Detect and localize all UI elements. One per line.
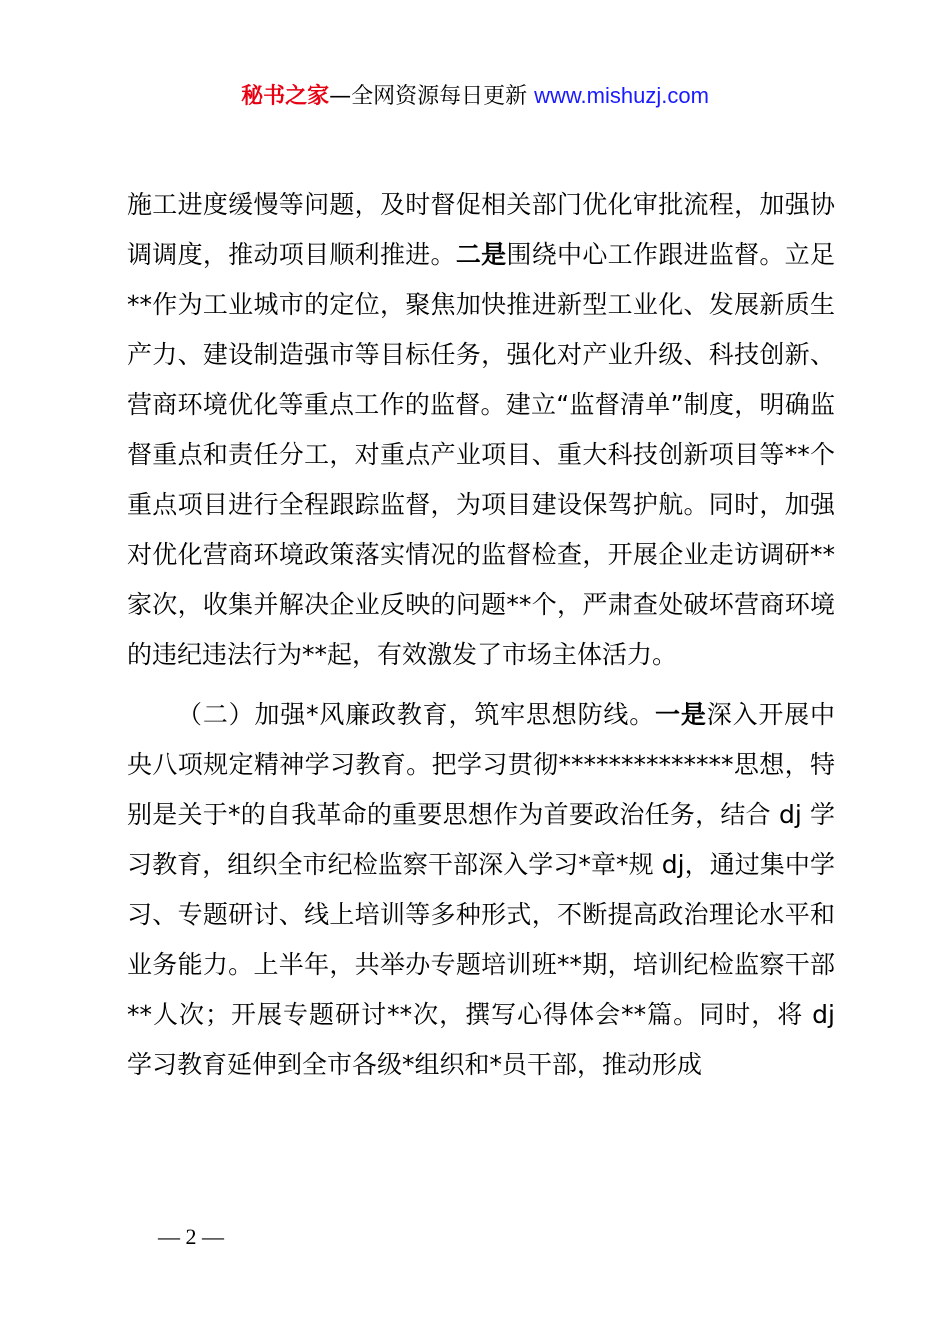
banner-url-link[interactable]: www.mishuzj.com — [534, 83, 709, 108]
banner-tagline: —全网资源每日更新 — [329, 84, 535, 109]
bold-run: 二是 — [455, 240, 507, 269]
document-body — [127, 180, 835, 1090]
paragraph-1 — [127, 180, 835, 680]
site-banner — [0, 78, 950, 115]
text-run: 围绕中心工作跟进监督。立足**作为工业城市的定位，聚焦加快推进新型工业化、发展新质生产力、建设制造强市等目标任务，强化对产业升级、科技创新、营商环境优化等重点工作的监督。建立“监督清单”制度，明确监督重点和责任分工，对重点产业项目、重大科技创新项目等**个重点项目进行全程跟踪监督，为项目建设保驾护航。同时，加强对优化营商环境政策落实情况的监督检查，开展企业走访调研**家次，收集并解决企业反映的问题**个，严肃查处破坏营商环境的违纪违法行为**起，有效激发了市场主体活力。 — [127, 240, 835, 669]
text-run: （二）加强*风廉政教育，筑牢思想防线。 — [177, 700, 656, 729]
paragraph-2 — [127, 690, 835, 1090]
text-run: 施工进度缓慢等问题，及时督促相关部门优化审批流程，加强协调调度，推动项目顺利推进。 — [127, 190, 835, 269]
text-run: 深入开展中央八项规定精神学习教育。把学习贯彻**************思想，特别是关于*的自我革命的重要思想作为首要政治任务，结合 dj 学习教育，组织全市纪检监察干部深入学习*章*规 dj，通过集中学习、专题研讨、线上培训等多种形式，不断提高政治理论水平和业务能力。上半年，共举办专题培训班**期，培训纪检监察干部**人次；开展专题研讨**次，撰写心得体会**篇。同时，将 dj 学习教育延伸到全市各级*组织和*员干部，推动形成 — [127, 700, 835, 1079]
page-number: — 2 — — [158, 1224, 224, 1249]
bold-run: 一是 — [655, 700, 707, 729]
banner-brand: 秘书之家 — [241, 84, 330, 109]
